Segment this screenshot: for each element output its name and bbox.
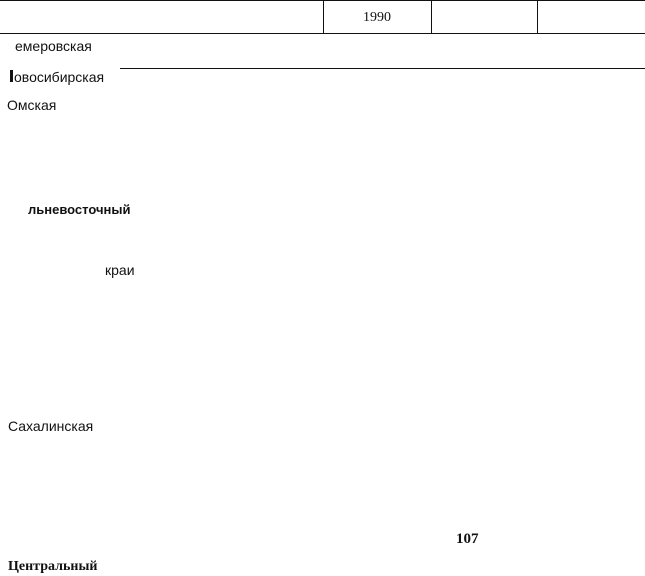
header-column-divider (431, 0, 432, 34)
row-label-sakhalinskaya: Сахалинская (8, 418, 94, 434)
row-label-kemerovskaya: емеровская (15, 38, 92, 54)
column-header-year: 1990 (363, 10, 391, 25)
row-label-krai: краи (105, 262, 135, 278)
section-rule (120, 68, 645, 69)
row-label-dalnevostochny: льневосточный (28, 202, 131, 217)
row-marker (10, 70, 13, 82)
header-column-divider (537, 0, 538, 34)
row-label-novosibirskaya: овосибирская (14, 69, 105, 85)
page-number: 107 (456, 531, 479, 547)
row-label-omskaya: Омская (7, 97, 57, 113)
row-label-tsentralny: Центральный (8, 559, 98, 574)
